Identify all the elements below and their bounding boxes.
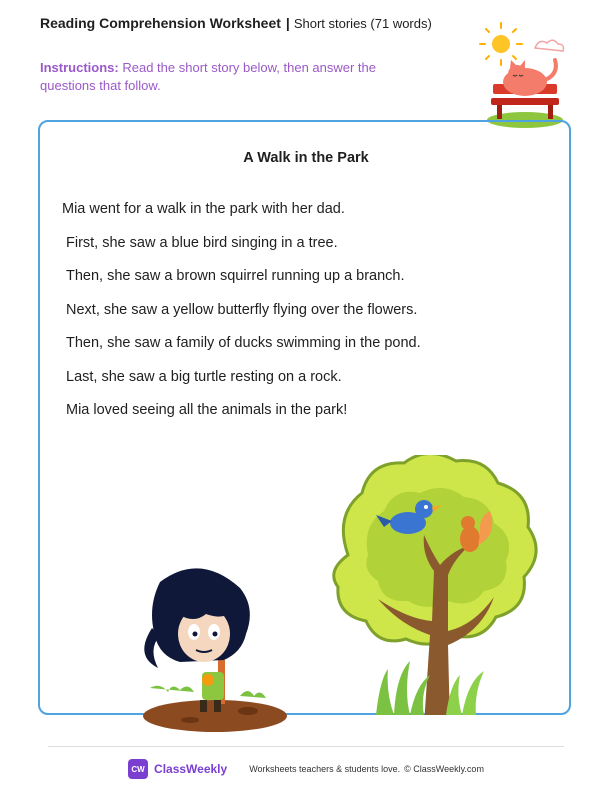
worksheet-header xyxy=(40,15,432,31)
story-line: Next, she saw a yellow butterfly flying over the flowers. xyxy=(66,301,418,318)
classweekly-logo-icon: CW xyxy=(128,759,148,779)
story-line: Last, she saw a big turtle resting on a rock. xyxy=(66,368,342,385)
instructions-text: Read the short story below, then answer the questions that follow. xyxy=(40,60,377,93)
story-line: Mia went for a walk in the park with her dad. xyxy=(62,201,345,217)
header-separator: | xyxy=(285,15,290,31)
story-line: Then, she saw a family of ducks swimming in the pond. xyxy=(66,335,421,351)
sun-icon xyxy=(480,23,522,65)
footer-copyright: © ClassWeekly.com xyxy=(404,764,484,774)
footer xyxy=(0,758,612,780)
tree-icon xyxy=(334,455,536,715)
footer-divider xyxy=(48,746,564,747)
worksheet-subtitle: Short stories (71 words) xyxy=(293,16,432,31)
tree-illustration xyxy=(328,455,550,715)
brand-name: ClassWeekly xyxy=(154,762,228,776)
story-line: Then, she saw a brown squirrel running up a branch. xyxy=(66,268,405,284)
instructions xyxy=(40,59,400,95)
instructions-label: Instructions: xyxy=(40,60,119,75)
story-line: Mia loved seeing all the animals in the park! xyxy=(66,402,348,418)
story-line: First, she saw a blue bird singing in a tree. xyxy=(66,234,338,251)
girl-icon xyxy=(144,568,250,712)
cat-on-bench-illustration xyxy=(475,22,575,132)
footer-tagline: Worksheets teachers & students love. xyxy=(249,764,401,774)
worksheet-title: Reading Comprehension Worksheet xyxy=(40,15,281,31)
cloud-icon xyxy=(535,40,563,51)
story-title: A Walk in the Park xyxy=(243,150,369,166)
girl-illustration xyxy=(130,568,300,738)
story-text xyxy=(62,193,552,428)
